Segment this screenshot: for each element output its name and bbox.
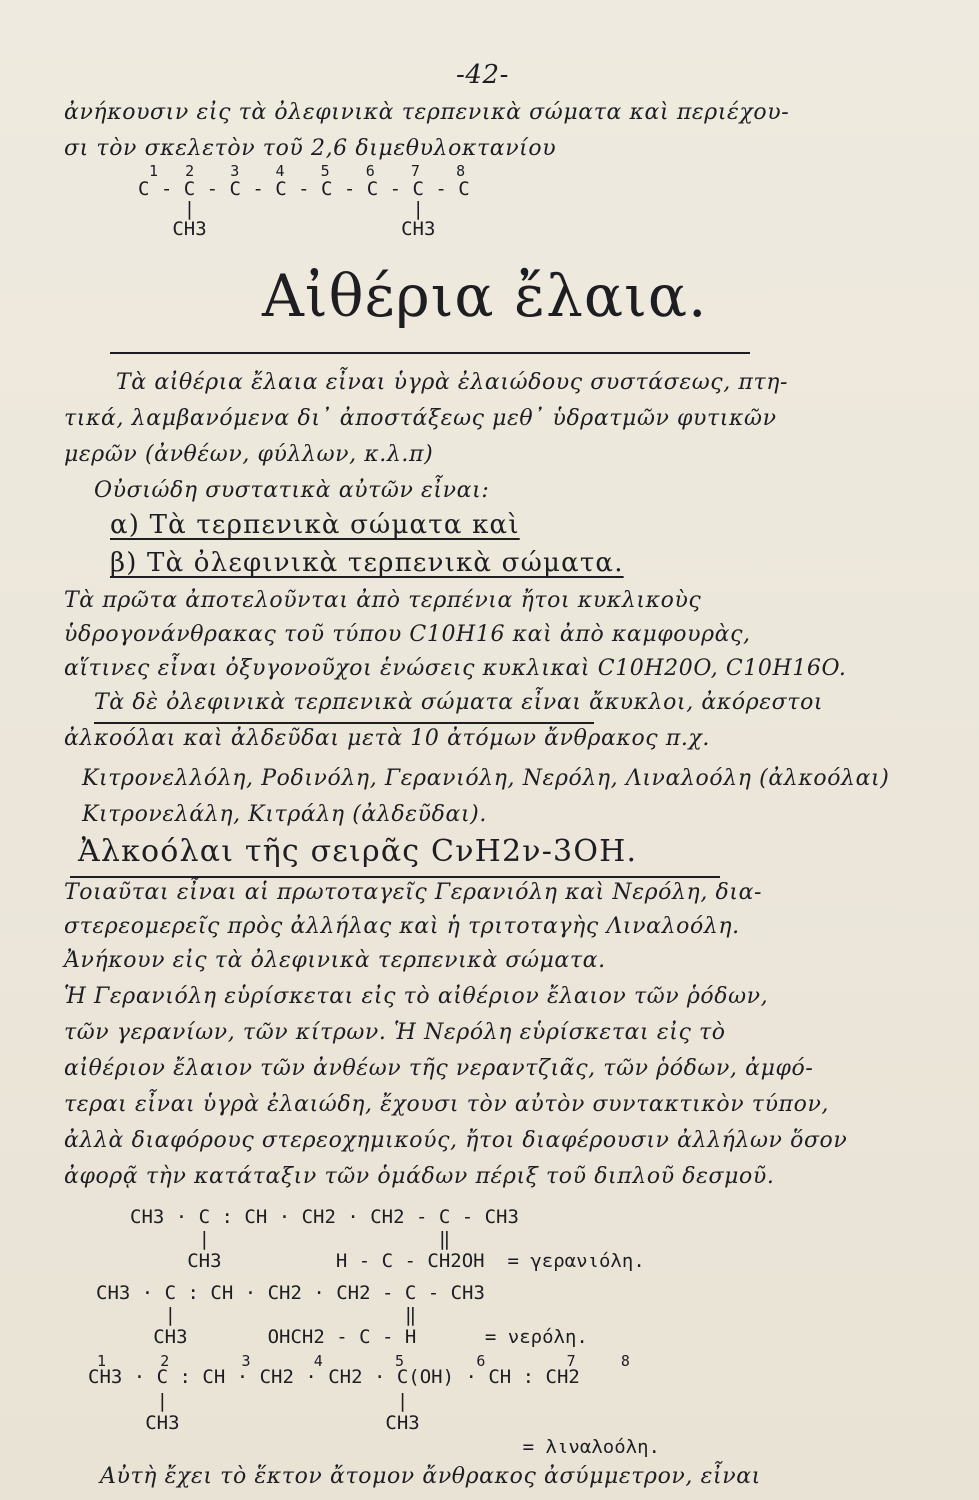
text-line: ἀνήκουσιν εἰς τὰ ὀλεφινικὰ τερπενικὰ σώματα καὶ περιέχου- (64, 100, 790, 125)
section-heading: Ἀλκοόλαι τῆς σειρᾶς CνH2ν-3OH. (78, 834, 638, 869)
text-line: Κιτρονελάλη, Κιτράλη (ἀλδεῦδαι). (82, 802, 487, 827)
list-item-a: α) Τὰ τερπενικὰ σώματα καὶ (110, 510, 520, 540)
text-line: τικά, λαμβανόμενα δι᾽ ἀποστάξεως μεθ᾽ ὑδρατμῶν φυτικῶν (64, 406, 777, 431)
text-line: Τὰ αἰθέρια ἔλαια εἶναι ὑγρὰ ἐλαιώδους συστάσεως, πτη- (116, 370, 789, 395)
formula-geraniol-line: CH3 · C : CH · CH2 · CH2 - C - CH3 (130, 1206, 519, 1228)
text-line: τεραι εἶναι ὑγρὰ ἐλαιώδη, ἔχουσι τὸν αὐτὸν συντακτικὸν τύπον, (64, 1092, 830, 1117)
text-line: αἰθέριον ἔλαιον τῶν ἀνθέων τῆς νεραντζιᾶς, τῶν ῥόδων, ἀμφό- (64, 1056, 814, 1081)
text-line: σι τὸν σκελετὸν τοῦ 2,6 διμεθυλοκτανίου (64, 136, 557, 161)
formula-linalool-line: = λιναλοόλη. (88, 1436, 660, 1458)
formula-geraniol-line: CH3 H - C - CH2OH = γερανιόλη. (130, 1250, 645, 1272)
formula-geraniol-line: | ‖ (130, 1228, 451, 1250)
text-line: τῶν γερανίων, τῶν κίτρων. Ἡ Νερόλη εὑρίσκεται εἰς τὸ (64, 1020, 726, 1045)
text-line: ἀλλὰ διαφόρους στερεοχημικούς, ἤτοι διαφέρουσιν ἀλλήλων ὅσον (64, 1128, 848, 1153)
text-line: Τὰ δὲ ὀλεφινικὰ τερπενικὰ σώματα εἶναι ἄκυκλοι, ἀκόρεστοι (94, 690, 824, 715)
text-line: Ἀνήκουν εἰς τὰ ὀλεφινικὰ τερπενικὰ σώματα. (64, 948, 606, 973)
title-underline (110, 352, 750, 354)
page-number: -42- (456, 60, 510, 90)
line-underline (94, 722, 594, 724)
text-line: ἀφορᾷ τὴν κατάταξιν τῶν ὁμάδων πέριξ τοῦ διπλοῦ δεσμοῦ. (64, 1164, 775, 1189)
text-line: Τὰ πρῶτα ἀποτελοῦνται ἀπὸ τερπένια ἤτοι κυκλικοὺς (64, 588, 702, 613)
text-line: αἵτινες εἶναι ὀξυγονοῦχοι ἑνώσεις κυκλικαὶ C10H20O, C10H16O. (64, 656, 847, 681)
formula-branch: CH3 CH3 (138, 218, 436, 240)
formula-linalool-line: CH3 CH3 (88, 1412, 420, 1434)
formula-linalool-line: 1 2 3 4 5 6 7 8 (88, 1352, 630, 1370)
text-line: ὑδρογονάνθρακας τοῦ τύπου C10H16 καὶ ἀπὸ καμφουρὰς, (64, 622, 751, 647)
formula-linalool-line: | | (88, 1390, 409, 1412)
formula-nerol-line: | ‖ (96, 1304, 417, 1326)
list-item-b: β) Τὰ ὀλεφινικὰ τερπενικὰ σώματα. (110, 548, 624, 578)
page-title: Αἰθέρια ἔλαια. (262, 262, 708, 330)
text-line: ἀλκοόλαι καὶ ἀλδεῦδαι μετὰ 10 ἀτόμων ἄνθρακος π.χ. (64, 726, 710, 751)
text-line: Οὐσιώδη συστατικὰ αὐτῶν εἶναι: (94, 478, 490, 503)
formula-bond: | | (138, 198, 424, 220)
text-line: στερεομερεῖς πρὸς ἀλλήλας καὶ ἡ τριτοταγὴς Λιναλοόλη. (64, 914, 740, 939)
text-line: Κιτρονελλόλη, Ροδινόλη, Γερανιόλη, Νερόλη, Λιναλοόλη (ἀλκοόλαι) (82, 766, 890, 791)
formula-chain: C - C - C - C - C - C - C - C (138, 178, 470, 200)
formula-nerol-line: CH3 OHCH2 - C - H = νερόλη. (96, 1326, 588, 1348)
text-line: Τοιαῦται εἶναι αἱ πρωτοταγεῖς Γερανιόλη καὶ Νερόλη, δια- (64, 880, 763, 905)
heading-underline (70, 876, 720, 878)
formula-nerol-line: CH3 · C : CH · CH2 · CH2 - C - CH3 (96, 1282, 485, 1304)
text-line: Αὐτὴ ἔχει τὸ ἕκτον ἄτομον ἄνθρακος ἀσύμμετρον, εἶναι (100, 1464, 761, 1489)
formula-linalool-line: CH3 · C : CH · CH2 · CH2 · C(OH) · CH : CH2 (88, 1366, 580, 1388)
text-line: μερῶν (ἀνθέων, φύλλων, κ.λ.π) (64, 442, 434, 467)
text-line: Ἡ Γερανιόλη εὑρίσκεται εἰς τὸ αἰθέριον ἔλαιον τῶν ῥόδων, (64, 984, 769, 1009)
formula-numbers: 1 2 3 4 5 6 7 8 (140, 162, 466, 180)
